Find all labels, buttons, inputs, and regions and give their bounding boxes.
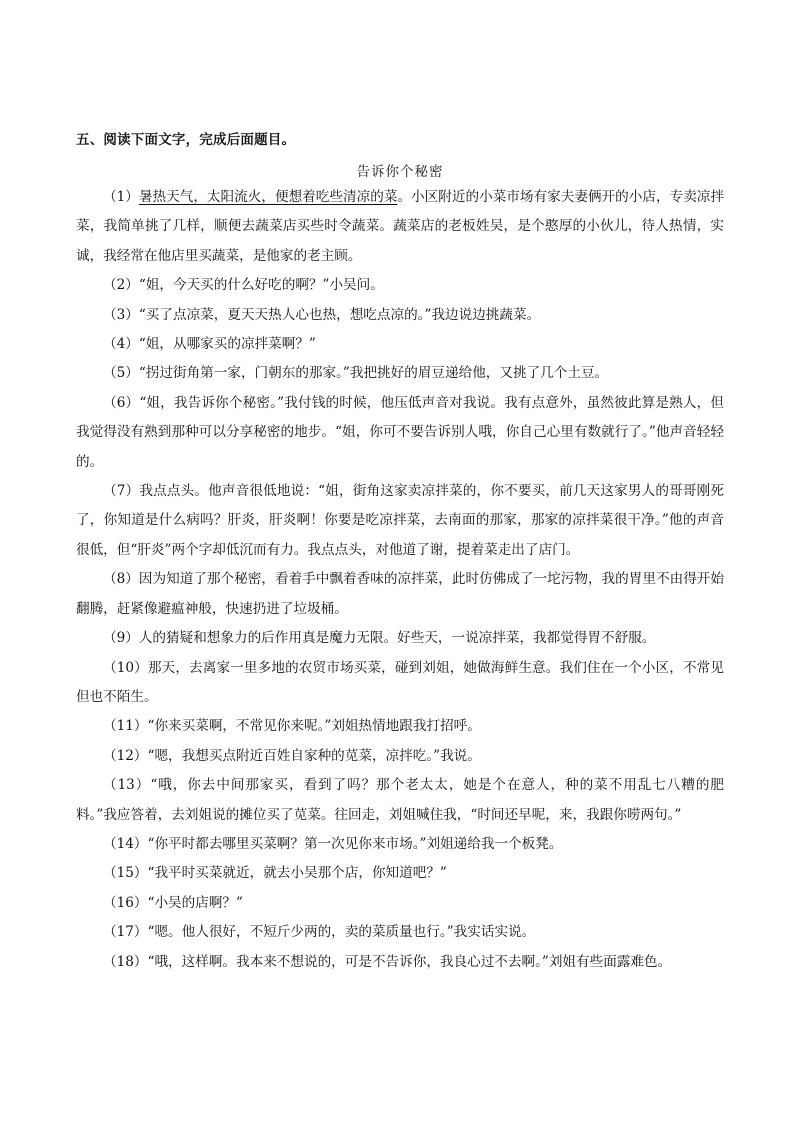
paragraph-number: （17） (103, 924, 148, 941)
paragraph-7 (76, 477, 724, 565)
paragraph-text: 那天，去离家一里多地的农贸市场买菜，碰到刘姐，她做海鲜生意。我们住在一个小区，不常见但也不陌生。 (76, 659, 724, 705)
paragraph-16 (76, 889, 724, 918)
paragraph-14 (76, 830, 724, 859)
paragraph-text: “我平时买菜就近，就去小吴那个店，你知道吧？” (147, 865, 447, 882)
paragraph-8 (76, 565, 724, 624)
paragraph-text: “嗯，我想买点附近百姓自家种的苋菜，凉拌吃。”我说。 (147, 747, 481, 764)
paragraph-text: “小吴的店啊？” (147, 894, 243, 911)
paragraph-text: 我点点头。他声音很低地说：“姐，街角这家卖凉拌菜的，你不要买，前几天这家男人的哥哥刚死了，你知道是什么病吗？肝炎，肝炎啊！你要是吃凉拌菜，去南面的那家，那家的凉拌菜很干净。”他的声音很低，但“肝炎”两个字却低沉而有力。我点点头，对他道了谢，提着菜走出了店门。 (76, 483, 724, 558)
paragraph-text: “哦，这样啊。我本来不想说的，可是不告诉你，我良心过不去啊。”刘姐有些面露难色。 (147, 953, 672, 970)
paragraph-text: “姐，从哪家买的凉拌菜啊？” (138, 336, 316, 353)
paragraph-4 (76, 330, 724, 359)
paragraph-10 (76, 654, 724, 713)
paragraph-5 (76, 359, 724, 388)
paragraph-number: （6） (103, 394, 140, 411)
paragraph-number: （14） (103, 835, 148, 852)
paragraph-number: （2） (103, 277, 139, 294)
paragraph-number: （12） (103, 747, 148, 764)
paragraph-17 (76, 918, 724, 947)
paragraph-text: “拐过街角第一家，门朝东的那家。”我把挑好的眉豆递给他，又挑了几个土豆。 (138, 365, 609, 382)
paragraph-text: “姐，我告诉你个秘密。”我付钱的时候，他压低声音对我说。我有点意外，虽然彼此算是熟人，但我觉得没有熟到那种可以分享秘密的地步。“姐，你可不要告诉别人哦，你自己心里有数就行了。”他声音轻轻的。 (76, 394, 724, 470)
paragraph-number: （9） (103, 630, 139, 647)
paragraph-1 (76, 183, 724, 271)
paragraph-number: （7） (103, 483, 140, 500)
paragraph-number: （18） (103, 953, 148, 970)
paragraph-13 (76, 771, 724, 830)
paragraph-text: 因为知道了那个秘密，看着手中飘着香味的凉拌菜，此时仿佛成了一坨污物，我的胃里不由得开始翻腾，赶紧像避瘟神般，快速扔进了垃圾桶。 (76, 571, 725, 617)
paragraph-text: “嗯。他人很好，不短斤少两的，卖的菜质量也行。”我实话实说。 (147, 924, 536, 941)
paragraph-number: （5） (103, 365, 139, 382)
paragraph-number: （10） (103, 659, 148, 676)
paragraph-text: “哦，你去中间那家买，看到了吗？那个老太太，她是个在意人，种的菜不用乱七八糟的肥料。”我应答着，去刘姐说的摊位买了苋菜。往回走，刘姐喊住我，“时间还早呢，来，我跟你唠两句。” (76, 777, 724, 823)
paragraph-number: （8） (103, 571, 139, 588)
paragraph-number: （11） (103, 718, 148, 735)
paragraph-2 (76, 271, 724, 300)
paragraph-number: （4） (103, 336, 139, 353)
paragraph-number: （15） (103, 865, 148, 882)
paragraph-11 (76, 712, 724, 741)
underlined-sentence: 暑热天气，太阳流火，便想着吃些清凉的菜 (138, 189, 398, 205)
paragraph-12 (76, 742, 724, 771)
paragraph-text: “你平时都去哪里买菜啊？第一次见你来市场。”刘姐递给我一个板凳。 (147, 835, 563, 852)
paragraph-number: （3） (103, 306, 139, 323)
paragraph-text: 。小区附近的小菜市场有家夫妻俩开的小店，专卖凉拌菜，我简单挑了几样，顺便去蔬菜店买些时令蔬菜。蔬菜店的老板姓吴，是个憨厚的小伙儿，待人热情，实诚，我经常在他店里买蔬菜，是他家的老主顾。 (76, 189, 725, 264)
section-heading: 五、阅读下面文字，完成后面题目。 (76, 132, 296, 148)
paragraph-6 (76, 389, 724, 477)
passage-title: 告诉你个秘密 (356, 164, 444, 180)
paragraph-number: （1） (103, 189, 139, 205)
passage-body (76, 183, 724, 977)
paragraph-9 (76, 624, 724, 653)
paragraph-3 (76, 301, 724, 330)
paragraph-text: “买了点凉菜，夏天天热人心也热，想吃点凉的。”我边说边挑蔬菜。 (138, 306, 541, 323)
paragraph-text: 人的猜疑和想象力的后作用真是魔力无限。好些天，一说凉拌菜，我都觉得胃不舒服。 (138, 630, 656, 647)
paragraph-text: “姐，今天买的什么好吃的啊？”小吴问。 (138, 277, 384, 294)
paragraph-18 (76, 948, 724, 977)
paragraph-number: （16） (103, 894, 148, 911)
paragraph-15 (76, 859, 724, 888)
paragraph-number: （13） (103, 777, 151, 794)
paragraph-text: “你来买菜啊，不常见你来呢。”刘姐热情地跟我打招呼。 (147, 718, 481, 735)
